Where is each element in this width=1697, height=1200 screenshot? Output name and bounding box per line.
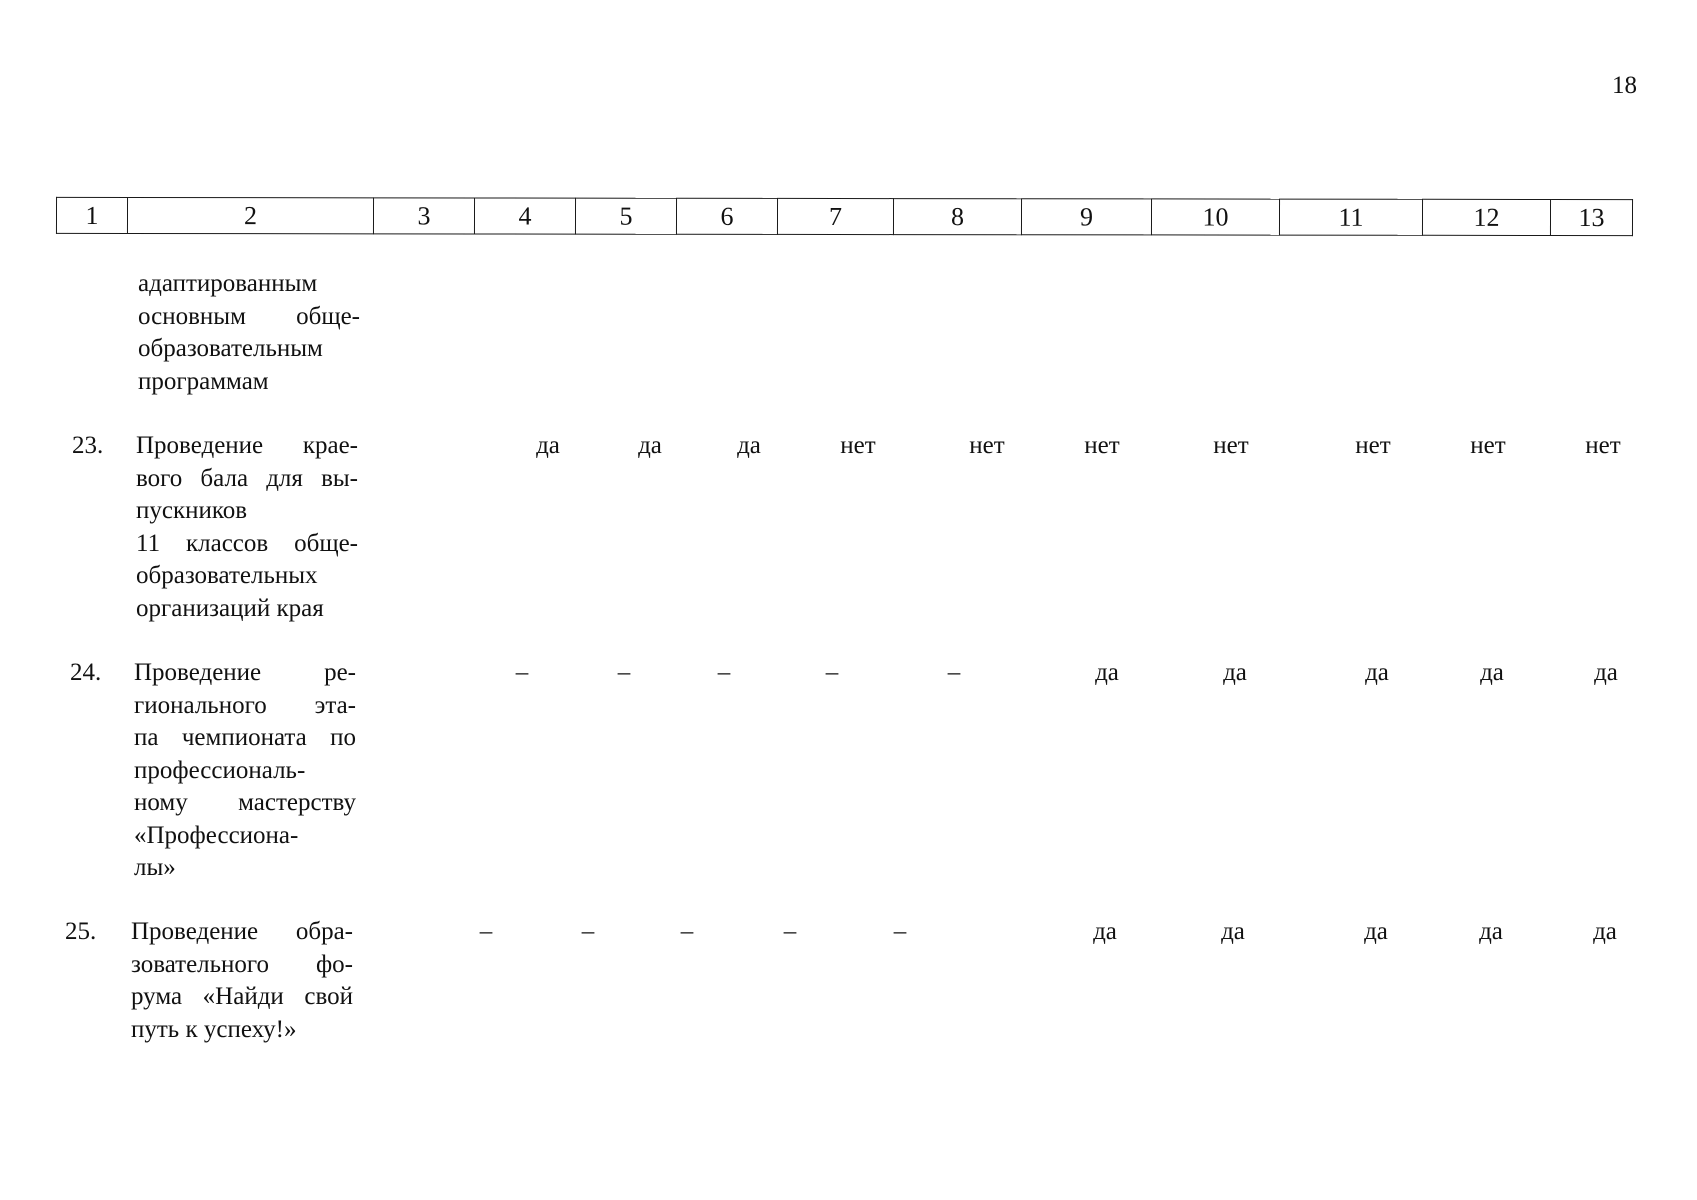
header-col-11: 11: [1279, 199, 1422, 235]
cell-col-12: нет: [1470, 432, 1506, 459]
row-title-line: па чемпионата по: [134, 724, 356, 751]
cell-col-9: да: [1093, 918, 1117, 945]
row-title-line: зовательного фо-: [131, 950, 353, 978]
row-title: [138, 268, 360, 398]
row-title-line: лы»: [134, 854, 176, 881]
cell-col-11: да: [1364, 918, 1388, 945]
row-number: 23.: [72, 432, 104, 459]
cell-col-5: –: [581, 918, 595, 945]
cell-col-7: нет: [840, 432, 876, 459]
row-title: [136, 430, 358, 625]
cell-col-6: да: [737, 432, 761, 459]
header-col-12: 12: [1422, 199, 1550, 235]
row-title-line: гионального эта-: [134, 691, 356, 719]
cell-col-8: –: [947, 659, 961, 686]
cell-col-10: да: [1221, 918, 1245, 945]
cell-col-7: –: [825, 659, 839, 686]
row-title-line: адаптированным: [138, 270, 318, 297]
cell-col-9: нет: [1084, 432, 1120, 459]
header-col-4: 4: [474, 198, 575, 234]
cell-col-13: да: [1593, 918, 1617, 945]
header-col-2: 2: [127, 197, 373, 233]
row-title-line: организаций края: [136, 594, 324, 622]
row-title-line: программам: [138, 367, 269, 395]
cell-col-8: нет: [969, 432, 1005, 459]
header-col-13: 13: [1550, 199, 1632, 235]
header-col-9: 9: [1021, 199, 1151, 235]
row-title-line: Проведение крае-: [136, 432, 358, 459]
row-number: 25.: [65, 918, 97, 945]
header-col-10: 10: [1151, 199, 1279, 235]
cell-col-10: нет: [1213, 432, 1249, 459]
cell-col-4: –: [479, 918, 493, 945]
row-title-line: профессиональ-: [134, 756, 306, 784]
column-number-header: [56, 197, 1633, 236]
header-col-8: 8: [893, 199, 1021, 235]
row-title-line: основным обще-: [138, 302, 360, 330]
row-title-line: ному мастерству: [134, 789, 356, 816]
row-title-line: образовательным: [138, 335, 323, 362]
cell-col-11: нет: [1355, 432, 1391, 459]
cell-col-7: –: [783, 918, 797, 945]
row-title-line: рума «Найди свой: [131, 983, 353, 1010]
header-col-7: 7: [777, 198, 893, 234]
cell-col-6: –: [717, 659, 731, 686]
row-title-line: вого бала для вы-: [136, 464, 358, 492]
row-title-line: Проведение обра-: [131, 918, 353, 945]
row-title-line: путь к успеху!»: [131, 1015, 297, 1043]
cell-col-10: да: [1223, 659, 1247, 686]
cell-col-11: да: [1365, 659, 1389, 686]
row-title-line: 11 классов обще-: [136, 529, 358, 557]
row-title: [134, 657, 356, 885]
cell-col-13: нет: [1585, 432, 1621, 459]
cell-col-9: да: [1095, 659, 1119, 686]
row-title-line: «Профессиона-: [134, 821, 299, 849]
row-title-line: Проведение ре-: [134, 659, 356, 686]
cell-col-13: да: [1594, 659, 1618, 686]
cell-col-8: –: [893, 918, 907, 945]
page-number: 18: [1612, 72, 1637, 99]
cell-col-12: да: [1480, 659, 1504, 686]
row-title-line: образовательных: [136, 562, 318, 589]
header-col-5: 5: [575, 198, 676, 234]
header-col-6: 6: [676, 198, 777, 234]
cell-col-12: да: [1479, 918, 1503, 945]
cell-col-5: да: [638, 432, 662, 459]
cell-col-5: –: [617, 659, 631, 686]
header-col-3: 3: [373, 198, 474, 234]
cell-col-4: да: [536, 432, 560, 459]
cell-col-4: –: [515, 659, 529, 686]
cell-col-6: –: [680, 918, 694, 945]
header-col-1: 1: [56, 197, 127, 233]
row-number: 24.: [70, 659, 102, 686]
row-title: [131, 916, 353, 1046]
row-title-line: пускников: [136, 497, 248, 524]
